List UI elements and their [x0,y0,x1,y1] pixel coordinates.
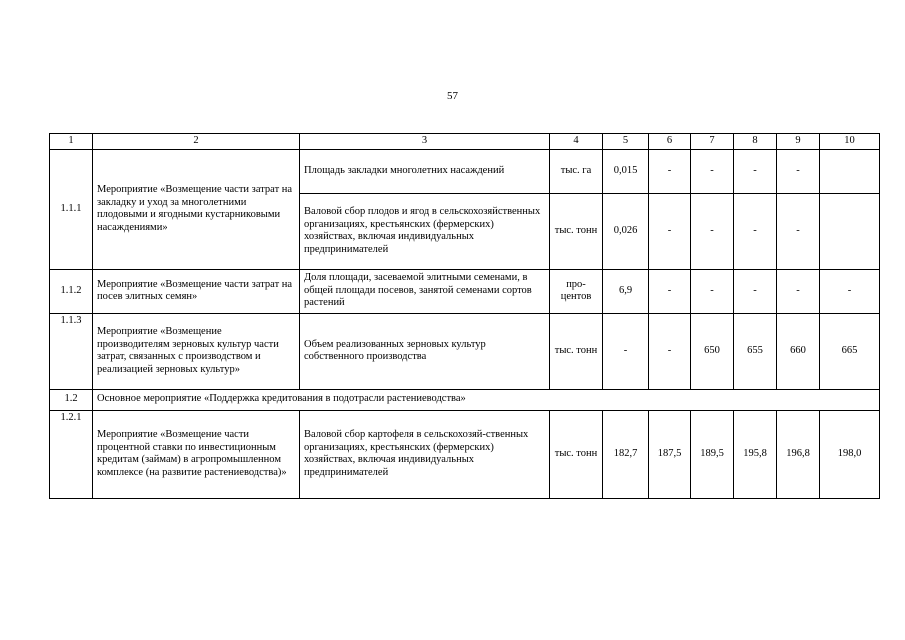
header-cell: 7 [691,134,734,150]
value-cell: - [691,193,734,269]
value-cell: 198,0 [820,410,880,498]
unit-cell: тыс. тонн [550,193,603,269]
value-cell: - [649,269,691,313]
unit-cell: тыс. тонн [550,313,603,389]
indicator-cell: Валовой сбор плодов и ягод в сельскохозяйственных организациях, крестьянских (фермерских) хозяйствах, включая индивидуальных предпринимателей [300,193,550,269]
header-cell: 1 [50,134,93,150]
value-cell: - [691,149,734,193]
row-code: 1.2.1 [50,410,93,498]
value-cell [820,193,880,269]
main-event-cell: Основное мероприятие «Поддержка кредитования в подотрасли растениеводства» [93,389,880,410]
value-cell: - [734,193,777,269]
value-cell: 196,8 [777,410,820,498]
header-cell: 2 [93,134,300,150]
table-row [50,410,880,498]
value-cell: 650 [691,313,734,389]
value-cell: - [734,269,777,313]
table-row [50,313,880,389]
value-cell [820,149,880,193]
header-cell: 5 [603,134,649,150]
indicator-cell: Доля площади, засеваемой элитными семенами, в общей площади посевов, занятой семенами сортов растений [300,269,550,313]
value-cell: - [820,269,880,313]
row-code: 1.1.1 [50,149,93,269]
value-cell: 195,8 [734,410,777,498]
value-cell: 6,9 [603,269,649,313]
row-code: 1.1.3 [50,313,93,389]
value-cell: 182,7 [603,410,649,498]
value-cell: 187,5 [649,410,691,498]
event-cell: Мероприятие «Возмещение производителям зерновых культур части затрат, связанных с производством и реализацией зерновых культур» [93,313,300,389]
header-cell: 3 [300,134,550,150]
table-row [50,149,880,193]
indicator-cell: Валовой сбор картофеля в сельскохозяй-ственных организациях, крестьянских (фермерских) хозяйствах, включая индивидуальных предпринимателей [300,410,550,498]
value-cell: 0,015 [603,149,649,193]
header-row [50,134,880,150]
unit-cell: тыс. тонн [550,410,603,498]
indicators-table [49,133,880,499]
value-cell: - [649,193,691,269]
unit-cell: тыс. га [550,149,603,193]
value-cell: 660 [777,313,820,389]
page-number: 57 [447,90,458,102]
event-cell: Мероприятие «Возмещение части процентной ставки по инвестиционным кредитам (займам) в агропромышленном комплексе (на развитие растениеводства)» [93,410,300,498]
value-cell: 655 [734,313,777,389]
value-cell: - [649,149,691,193]
event-cell: Мероприятие «Возмещение части затрат на посев элитных семян» [93,269,300,313]
indicator-cell: Объем реализованных зерновых культур собственного производства [300,313,550,389]
value-cell: - [649,313,691,389]
value-cell: - [691,269,734,313]
row-code: 1.2 [50,389,93,410]
value-cell: - [777,269,820,313]
header-cell: 4 [550,134,603,150]
value-cell: - [603,313,649,389]
unit-cell: про-центов [550,269,603,313]
header-cell: 9 [777,134,820,150]
value-cell: - [734,149,777,193]
table-row [50,389,880,410]
header-cell: 8 [734,134,777,150]
header-cell: 6 [649,134,691,150]
value-cell: 0,026 [603,193,649,269]
table-row [50,269,880,313]
value-cell: - [777,149,820,193]
value-cell: 189,5 [691,410,734,498]
event-cell: Мероприятие «Возмещение части затрат на закладку и уход за многолетними плодовыми и ягодными кустарниковыми насаждениями» [93,149,300,269]
value-cell: - [777,193,820,269]
row-code: 1.1.2 [50,269,93,313]
header-cell: 10 [820,134,880,150]
indicator-cell: Площадь закладки многолетних насаждений [300,149,550,193]
value-cell: 665 [820,313,880,389]
